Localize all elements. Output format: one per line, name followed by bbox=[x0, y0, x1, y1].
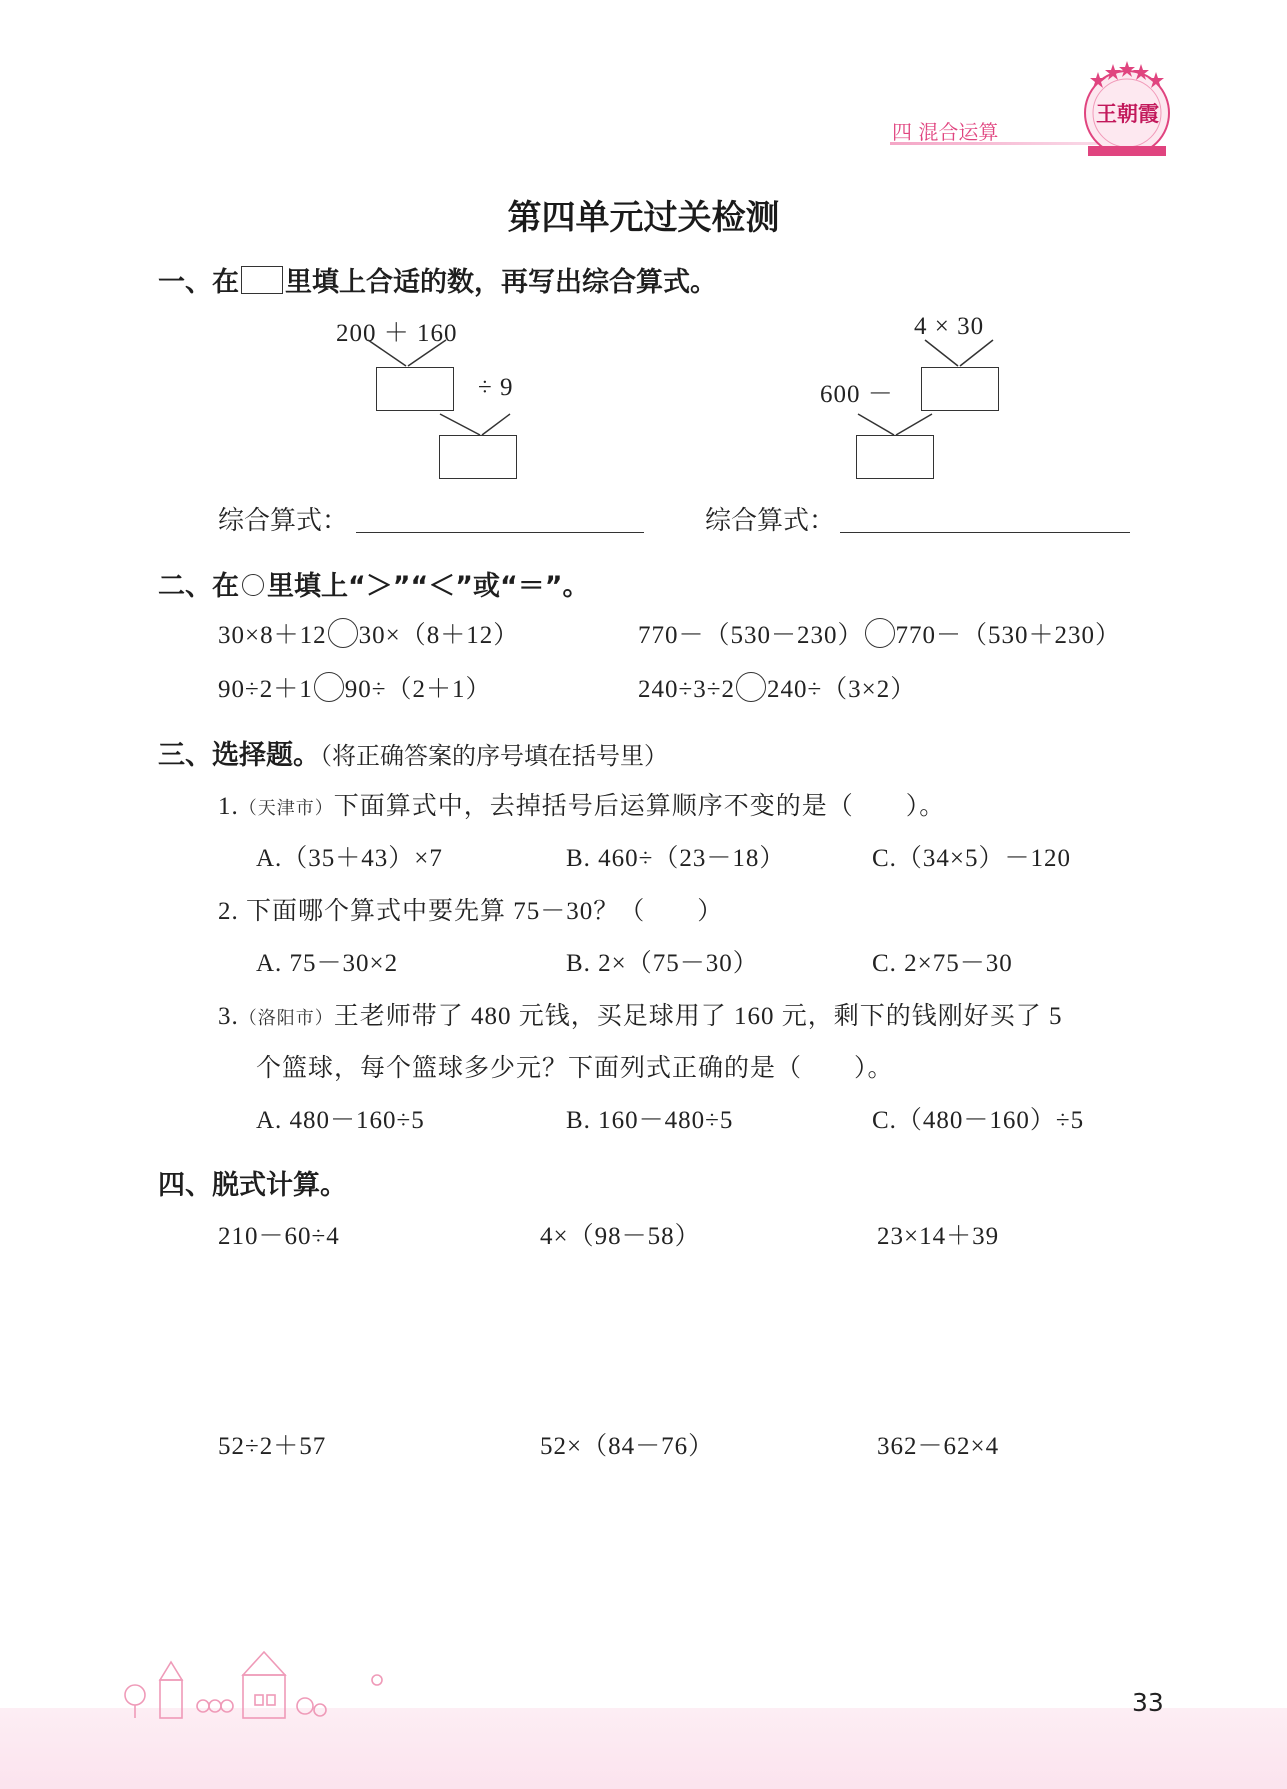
answer-line-right[interactable] bbox=[840, 504, 1130, 533]
compare-circle-2[interactable] bbox=[865, 618, 895, 648]
answer-label-right: 综合算式： bbox=[705, 506, 836, 536]
answer-line-left[interactable] bbox=[356, 504, 644, 533]
q2-option-c[interactable]: C. 2×75－30 bbox=[872, 950, 1013, 977]
q1-option-b[interactable]: B. 460÷（23－18） bbox=[566, 845, 786, 872]
calc-item-3: 23×14＋39 bbox=[877, 1223, 1000, 1250]
compare-circle-3[interactable] bbox=[314, 672, 344, 702]
blank-box-icon bbox=[241, 266, 283, 294]
compare-circle-4[interactable] bbox=[736, 672, 766, 702]
tree-right-top: 4 × 30 bbox=[914, 313, 985, 340]
logo-text: 王朝霞 bbox=[1096, 102, 1159, 126]
q2-option-b[interactable]: B. 2×（75－30） bbox=[566, 950, 759, 977]
question-3-line1: 3.（洛阳市）王老师带了 480 元钱，买足球用了 160 元，剩下的钱刚好买了 5 bbox=[218, 1003, 1063, 1030]
calc-item-4: 52÷2＋57 bbox=[218, 1433, 327, 1460]
chapter-label: 四 混合运算 bbox=[892, 120, 999, 144]
calc-item-5: 52×（84－76） bbox=[540, 1433, 715, 1460]
compare-item-2: 770－（530－230） 770－（530＋230） bbox=[638, 615, 1121, 651]
tree-left-top: 200 ＋ 160 bbox=[336, 320, 458, 347]
question-1: 1.（天津市）下面算式中，去掉括号后运算顺序不变的是（ ）。 bbox=[218, 793, 946, 820]
question-2: 2. 下面哪个算式中要先算 75－30？（ ） bbox=[218, 898, 724, 925]
q3-option-c[interactable]: C.（480－160）÷5 bbox=[872, 1107, 1085, 1134]
compare-circle-1[interactable] bbox=[328, 618, 358, 648]
q3-option-a[interactable]: A. 480－160÷5 bbox=[256, 1107, 425, 1134]
q1-option-a[interactable]: A.（35＋43）×7 bbox=[256, 845, 443, 872]
tree-left-op: ÷ 9 bbox=[478, 374, 514, 401]
circle-icon bbox=[242, 574, 264, 596]
section3-note: （将正确答案的序号填在括号里） bbox=[320, 744, 668, 770]
calc-item-1: 210－60÷4 bbox=[218, 1223, 340, 1250]
footer-band bbox=[0, 1708, 1287, 1789]
page-number: 33 bbox=[1132, 1688, 1164, 1717]
q2-option-a[interactable]: A. 75－30×2 bbox=[256, 950, 399, 977]
footer-town-illustration bbox=[115, 1640, 415, 1720]
compare-item-3: 90÷2＋1 90÷（2＋1） bbox=[218, 669, 491, 705]
answer-box-left-1[interactable] bbox=[376, 367, 454, 411]
section2-heading: 二、在 里填上“＞”“＜”或“＝”。 bbox=[158, 571, 590, 602]
answer-label-left: 综合算式： bbox=[218, 506, 349, 536]
section3-heading: 三、选择题。（将正确答案的序号填在括号里） bbox=[158, 740, 668, 771]
tree-right-op: 600 － bbox=[820, 381, 894, 408]
answer-box-right-2[interactable] bbox=[856, 435, 934, 479]
calc-item-2: 4×（98－58） bbox=[540, 1223, 701, 1250]
page-title: 第四单元过关检测 bbox=[507, 198, 780, 238]
q1-option-c[interactable]: C.（34×5）－120 bbox=[872, 845, 1072, 872]
answer-box-right-1[interactable] bbox=[921, 367, 999, 411]
section1-heading: 一、在 里填上合适的数，再写出综合算式。 bbox=[158, 267, 717, 298]
q3-option-b[interactable]: B. 160－480÷5 bbox=[566, 1107, 734, 1134]
question-3-line2: 个篮球，每个篮球多少元？下面列式正确的是（ ）。 bbox=[256, 1055, 894, 1082]
compare-item-1: 30×8＋12 30×（8＋12） bbox=[218, 615, 519, 651]
section4-heading: 四、脱式计算。 bbox=[158, 1170, 347, 1201]
calc-item-6: 362－62×4 bbox=[877, 1433, 1000, 1460]
brand-logo bbox=[1068, 58, 1186, 158]
compare-item-4: 240÷3÷2 240÷（3×2） bbox=[638, 669, 916, 705]
answer-box-left-2[interactable] bbox=[439, 435, 517, 479]
